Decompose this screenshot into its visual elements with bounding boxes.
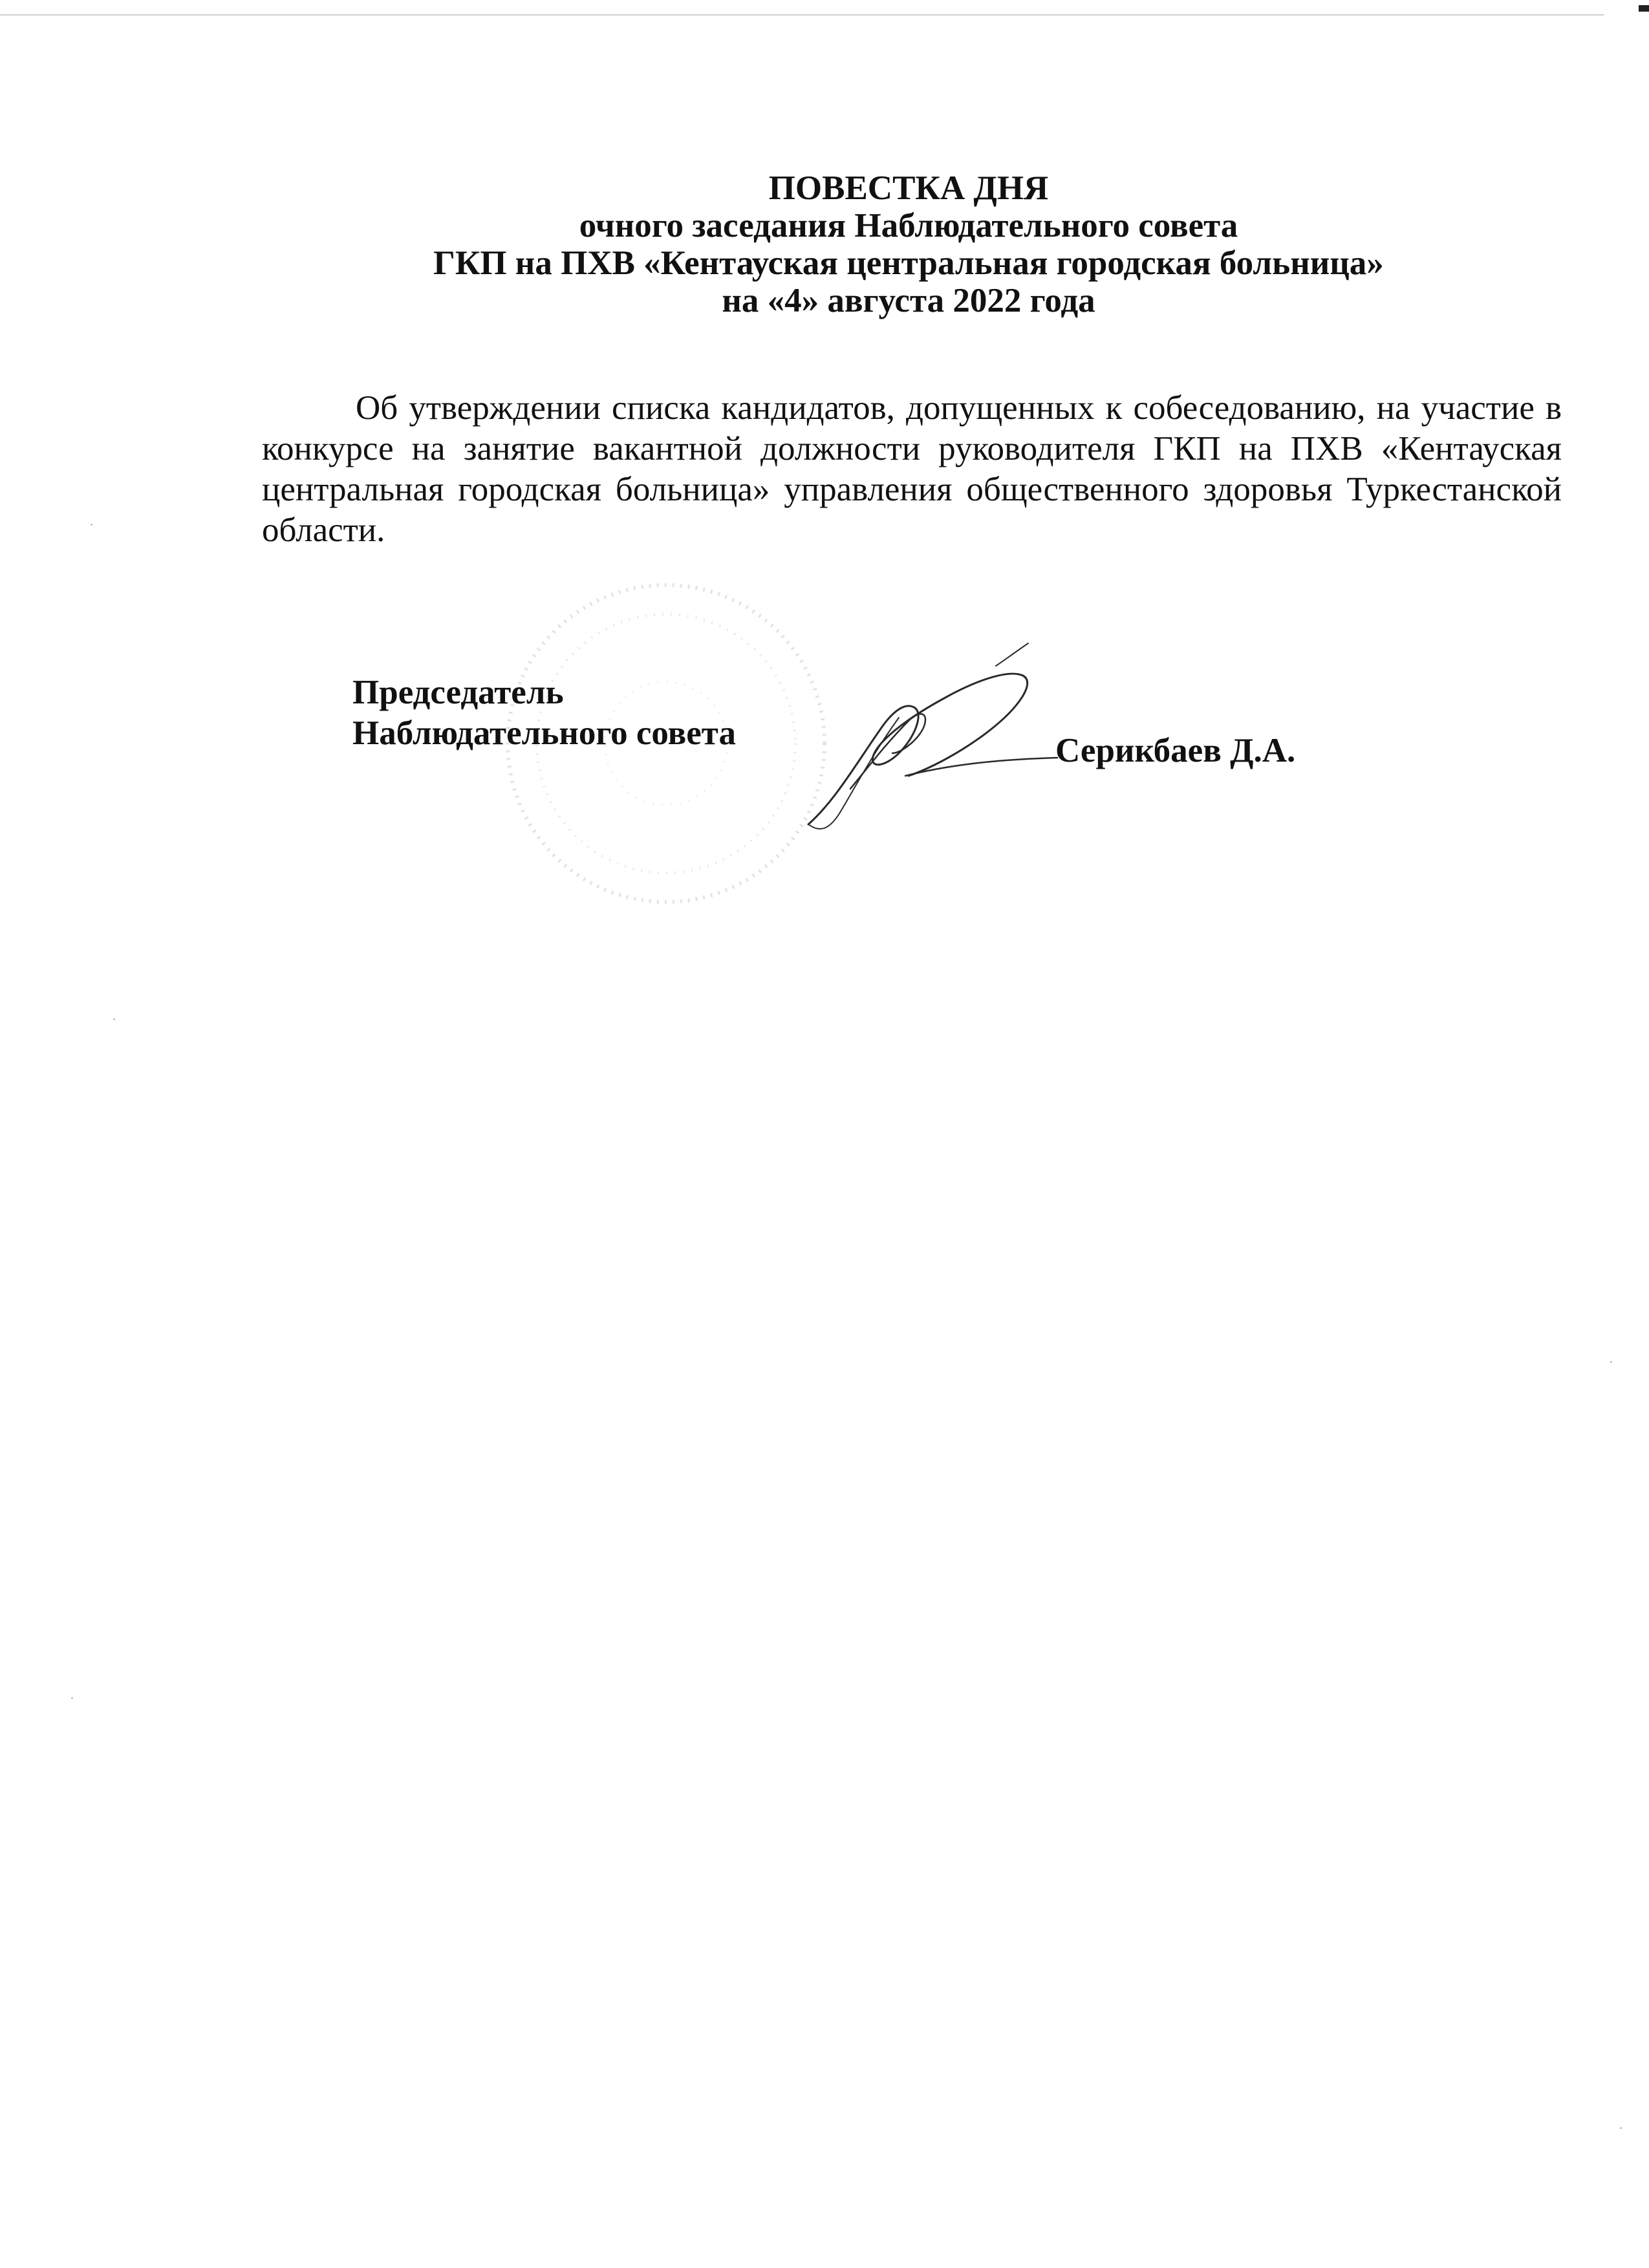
document-header	[259, 169, 1558, 319]
scan-speck	[1610, 1361, 1612, 1363]
agenda-item-text: Об утверждении списка кандидатов, допущенных к собеседованию, на участие в конкурсе на занятие вакантной должности руководителя ГКП на ПХВ «Кентауская центральная городская больница» управления общественного здоровья Туркестанской области.	[262, 389, 1562, 549]
chairman-title-line2: Наблюдательного совета	[352, 714, 736, 752]
scan-speck	[71, 1697, 73, 1699]
chairman-title-line1: Председатель	[352, 674, 564, 711]
header-meeting-type: очного заседания Наблюдательного совета	[579, 207, 1238, 244]
header-organization: ГКП на ПХВ «Кентауская центральная городская больница»	[433, 244, 1384, 282]
handwritten-signature-icon	[795, 640, 1067, 853]
scan-speck	[113, 1018, 115, 1020]
scan-speck	[91, 524, 92, 526]
signer-name: Серикбаев Д.А.	[1055, 732, 1296, 769]
chairman-title	[352, 672, 736, 754]
scan-corner-mark	[1639, 5, 1649, 12]
header-title: ПОВЕСТКА ДНЯ	[768, 169, 1049, 207]
scan-speck	[1620, 2127, 1622, 2129]
scan-edge-line	[0, 14, 1604, 16]
header-date: на «4» августа 2022 года	[722, 282, 1095, 319]
